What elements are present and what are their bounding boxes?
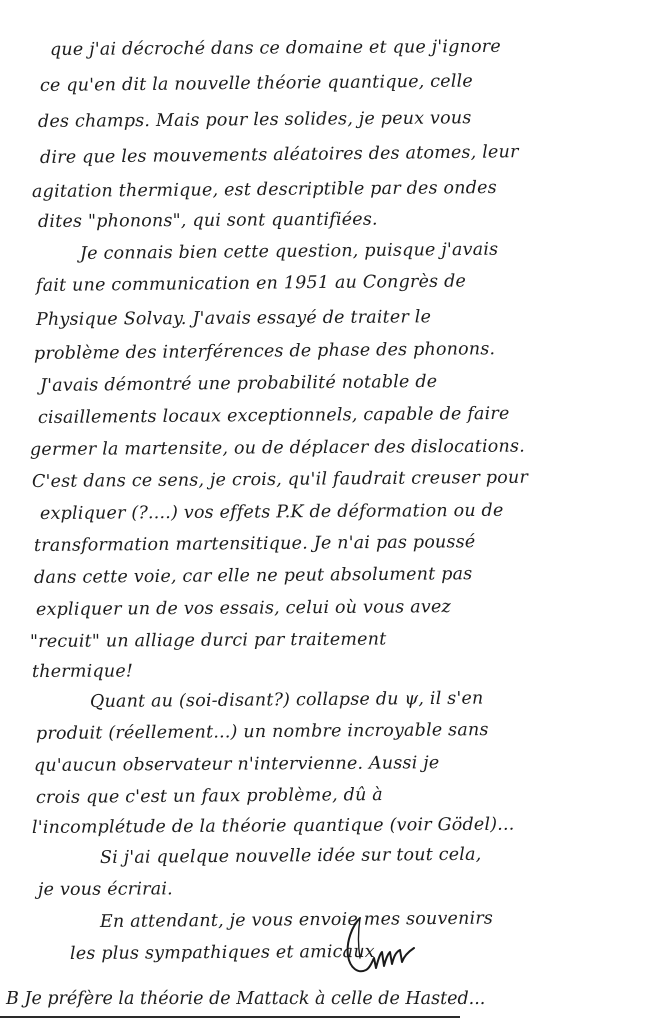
letter-line: crois que c'est un faux problème, dû à <box>35 784 383 808</box>
letter-line: Si j'ai quelque nouvelle idée sur tout cela, <box>99 844 482 868</box>
signature-image <box>330 912 420 984</box>
letter-line: germer la martensite, ou de déplacer des dislocations. <box>29 436 526 460</box>
letter-line: C'est dans ce sens, je crois, qu'il faudrait creuser pour <box>31 467 529 492</box>
letter-line: "recuit" un alliage durci par traitement <box>29 629 387 652</box>
letter-line: des champs. Mais pour les solides, je peux vous <box>37 108 472 132</box>
letter-line: ce qu'en dit la nouvelle théorie quantique, celle <box>39 71 474 96</box>
letter-line: l'incomplétude de la théorie quantique (voir Gödel)... <box>31 814 515 838</box>
letter-line: transformation martensitique. Je n'ai pas poussé <box>33 532 476 556</box>
letter-line: les plus sympathiques et amicaux <box>69 941 375 964</box>
letter-line: je vous écrirai. <box>37 879 173 900</box>
letter-line: dans cette voie, car elle ne peut absolument pas <box>33 564 473 588</box>
letter-line: Physique Solvay. J'avais essayé de traiter le <box>35 307 432 330</box>
letter-line: thermique! <box>31 661 134 682</box>
letter-line: produit (réellement...) un nombre incroyable sans <box>35 720 489 744</box>
footnote: B Je préfère la théorie de Mattack à celle de Hasted... <box>6 989 486 1009</box>
letter-line: expliquer un de vos essais, celui où vous avez <box>35 597 451 620</box>
letter-line: En attendant, je vous envoie mes souvenirs <box>99 908 494 932</box>
letter-line: problème des interférences de phase des phonons. <box>33 339 496 364</box>
bottom-rule <box>0 1016 460 1018</box>
letter-line: agitation thermique, est descriptible par des ondes <box>31 177 497 202</box>
letter-line: qu'aucun observateur n'intervienne. Aussi je <box>33 753 440 776</box>
letter-line: dites "phonons", qui sont quantifiées. <box>37 209 378 232</box>
letter-line: cisaillements locaux exceptionnels, capable de faire <box>37 403 510 428</box>
letter-line: expliquer (?....) vos effets P.K de déformation ou de <box>39 500 504 524</box>
letter-line: fait une communication en 1951 au Congrès de <box>35 271 467 296</box>
letter-line: J'avais démontré une probabilité notable de <box>39 371 438 396</box>
letter-line: Je connais bien cette question, puisque j'avais <box>79 239 499 264</box>
letter-line: dire que les mouvements aléatoires des atomes, leur <box>39 142 519 168</box>
letter-line: Quant au (soi-disant?) collapse du ψ, il s'en <box>89 688 484 712</box>
letter-line: que j'ai décroché dans ce domaine et que j'ignore <box>49 36 501 60</box>
